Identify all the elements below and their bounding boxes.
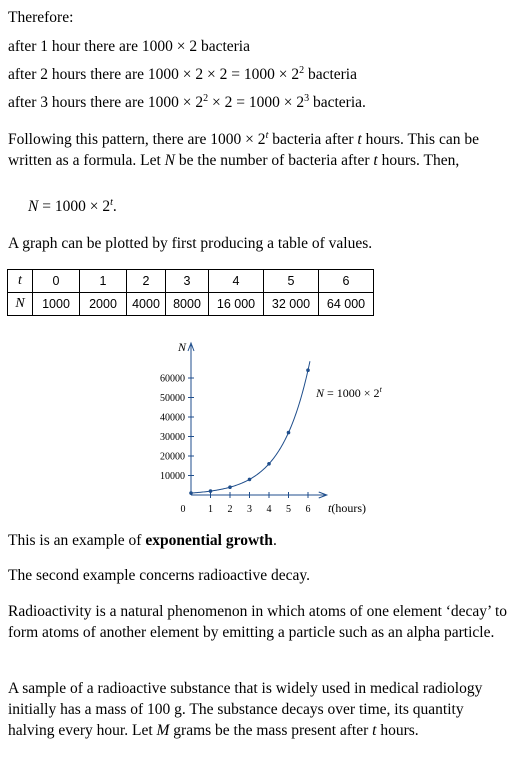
x-axis-label: [328, 501, 366, 515]
growth-curve: [191, 361, 310, 493]
curve-label-exponent: t: [379, 385, 382, 394]
x-tick-label: 3: [247, 504, 252, 515]
table-intro: A graph can be plotted by first producing a table of values.: [8, 235, 373, 252]
hour-2-exponent: 2: [299, 65, 305, 76]
y-tick-label: 40000: [160, 412, 185, 424]
data-point: [189, 491, 193, 495]
formula-mid: = 1000 × 2: [38, 198, 111, 215]
sample-text-c: hours.: [376, 722, 419, 739]
sample-text-b: grams be the mass present after: [169, 722, 373, 739]
sample-M: M: [156, 722, 170, 739]
t-cell: 1: [80, 270, 127, 293]
pattern-text-e: hours. Then,: [377, 152, 460, 169]
pattern-exponent: t: [265, 130, 269, 141]
pattern-t: t: [357, 131, 362, 148]
y-tick-label: 20000: [160, 451, 185, 463]
t-cell: 6: [319, 270, 374, 293]
x-axis-label-unit: (hours): [331, 501, 367, 515]
y-tick-label: 60000: [160, 373, 185, 385]
x-tick-label: 5: [286, 504, 291, 515]
x-tick-label: 1: [208, 504, 213, 515]
exponential-growth-line: [8, 531, 277, 551]
x-tick-label: 0: [180, 504, 186, 515]
pattern-text-a: Following this pattern, there are 1000 × 2: [8, 131, 266, 148]
t-cell: 3: [166, 270, 209, 293]
radioactivity-paragraph: Radioactivity is a natural phenomenon in which atoms of one element ‘decay’ to form atoms of another element by emitting a particle such as an alpha particle.: [8, 603, 508, 641]
exponential-growth-chart: [140, 335, 380, 520]
pattern-paragraph: [8, 129, 518, 171]
table-row-t: [8, 270, 374, 293]
t-cell: 2: [127, 270, 166, 293]
hour-2-text: after 2 hours there are 1000 × 2 × 2 = 1000 × 2: [8, 66, 300, 83]
N-cell: 1000: [33, 293, 80, 316]
values-table: [7, 269, 374, 316]
y-tick-label: 10000: [160, 471, 185, 482]
curve-label-N: N: [316, 386, 325, 400]
y-axis-label: N: [178, 340, 187, 354]
hour-3-exponent-a: 2: [203, 93, 209, 104]
pattern-text-d: be the number of bacteria after: [175, 152, 374, 169]
pattern-N: N: [164, 152, 176, 169]
hour-1-line: after 1 hour there are 1000 × 2 bacteria: [8, 38, 250, 55]
x-tick-label: 4: [266, 504, 272, 515]
hour-3-text: after 3 hours there are 1000 × 2: [8, 94, 204, 111]
hour-3-exponent-b: 3: [304, 93, 310, 104]
N-cell: 8000: [166, 293, 209, 316]
formula-exponent: t: [110, 197, 113, 208]
x-tick-label: 2: [227, 504, 233, 515]
t-header: t: [8, 270, 33, 293]
pattern-text-c: hours. This can be written as a formula. Let: [8, 131, 479, 169]
sample-paragraph: [8, 678, 513, 741]
N-cell: 16 000: [209, 293, 264, 316]
therefore-line: Therefore:: [8, 9, 74, 26]
y-ticks: [160, 374, 194, 483]
hour-3-end: bacteria.: [309, 94, 366, 111]
y-tick-label: 30000: [160, 432, 185, 443]
data-point: [209, 489, 213, 493]
hour-2-end: bacteria: [304, 66, 357, 83]
second-example-line: The second example concerns radioactive decay.: [8, 567, 310, 584]
y-tick-label: 50000: [160, 393, 185, 404]
t-cell: 4: [209, 270, 264, 293]
data-point: [267, 462, 271, 466]
data-point: [228, 485, 232, 489]
formula-end: .: [112, 198, 117, 215]
x-axis-label-t: t: [328, 501, 332, 515]
expo-bold: exponential growth: [145, 532, 273, 549]
N-header: N: [8, 293, 33, 316]
data-point: [248, 478, 252, 482]
sample-t: t: [372, 722, 377, 739]
hour-2-line: [8, 65, 357, 85]
hour-3-mid: × 2 = 1000 × 2: [208, 94, 305, 111]
table-row-N: [8, 293, 374, 316]
N-cell: 64 000: [319, 293, 374, 316]
curve-label-text: = 1000 × 2: [324, 386, 380, 400]
data-point: [306, 368, 310, 372]
curve-label: [315, 385, 383, 400]
t-cell: 5: [264, 270, 319, 293]
sample-text-a: A sample of a radioactive substance that is widely used in medical radiology initially has a mass of 100 g. The substance decays over time, its quantity halving every hour. Let: [8, 680, 483, 739]
N-cell: 32 000: [264, 293, 319, 316]
data-points: [189, 368, 310, 494]
N-cell: 2000: [80, 293, 127, 316]
data-point: [287, 431, 291, 435]
pattern-text-b: bacteria after: [268, 131, 358, 148]
expo-text: This is an example of: [8, 532, 146, 549]
N-cell: 4000: [127, 293, 166, 316]
formula: [28, 198, 117, 216]
hour-3-line: [8, 93, 366, 113]
expo-end: .: [272, 532, 277, 549]
formula-N: N: [28, 198, 39, 215]
t-cell: 0: [33, 270, 80, 293]
pattern-t2: t: [373, 152, 378, 169]
x-tick-label: 6: [305, 504, 311, 515]
